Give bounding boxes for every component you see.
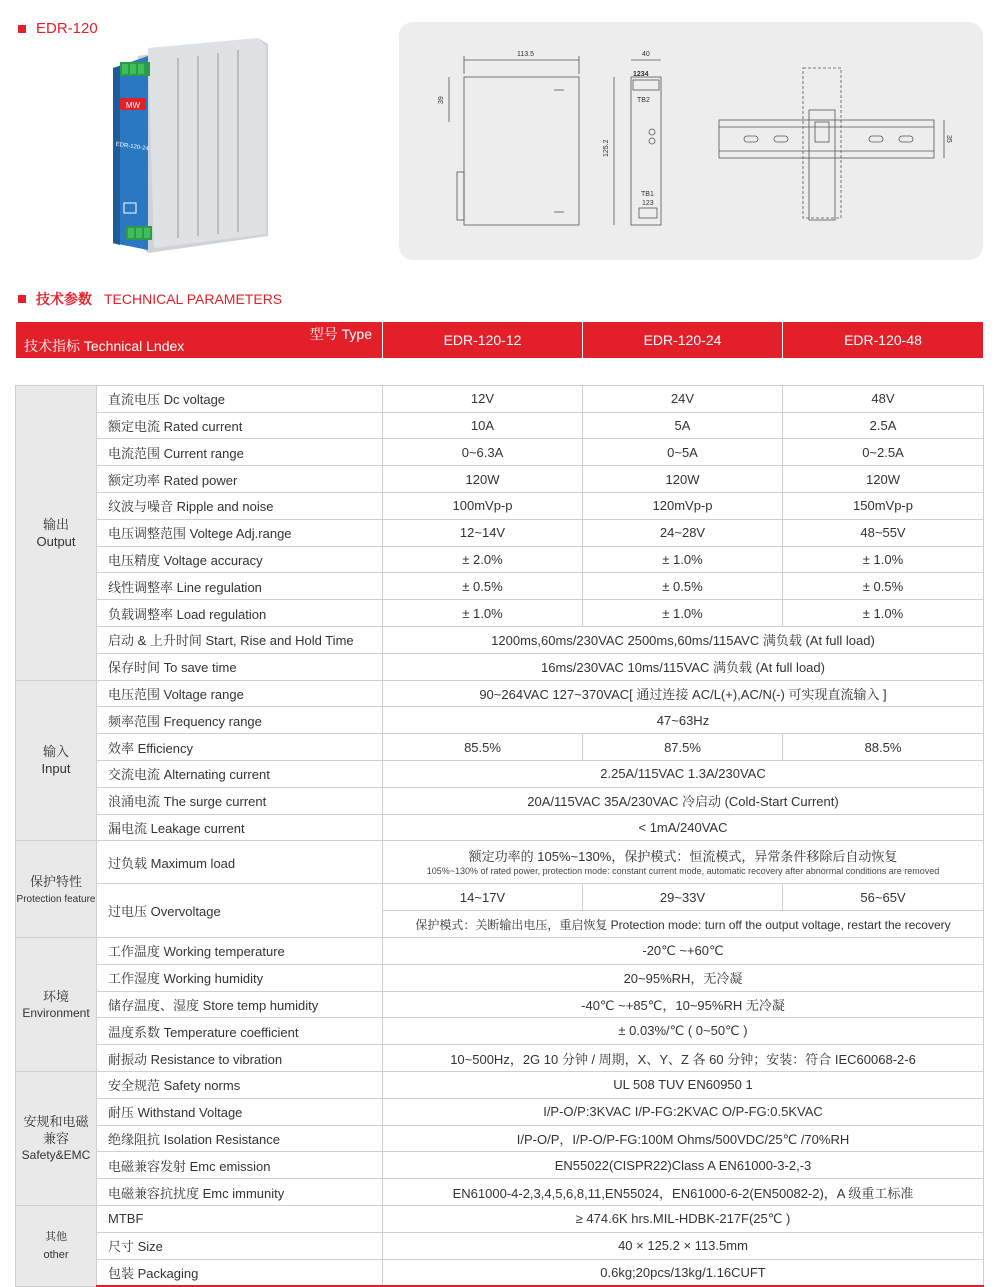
- value-cell: 20A/115VAC 35A/230VAC 冷启动 (Cold-Start Current): [383, 787, 984, 814]
- dim-height: 125.2: [603, 139, 610, 157]
- param-label: 额定电流 Rated current: [97, 412, 383, 439]
- value-cell: 47~63Hz: [383, 707, 984, 734]
- param-label: 尺寸 Size: [97, 1232, 383, 1259]
- param-label: 纹波与噪音 Ripple and noise: [97, 492, 383, 519]
- value-cell: 87.5%: [583, 734, 783, 761]
- max-load-cn: 额定功率的 105%~130%，保护模式：恒流模式，异常条件移除后自动恢复: [468, 848, 898, 864]
- table-row: [16, 412, 984, 439]
- value-cell: 120mVp-p: [583, 492, 783, 519]
- tb1-label: TB1: [641, 191, 654, 198]
- value-cell: 150mVp-p: [783, 492, 984, 519]
- header-corner: [16, 322, 383, 359]
- value-cell: 2.25A/115VAC 1.3A/230VAC: [383, 760, 984, 787]
- param-label: 工作温度 Working temperature: [97, 937, 383, 964]
- value-cell: 48~55V: [783, 519, 984, 546]
- table-row: [16, 760, 984, 787]
- table-row: [16, 1125, 984, 1152]
- param-label: 漏电流 Leakage current: [97, 814, 383, 841]
- table-row: [16, 1259, 984, 1286]
- value-cell: 24V: [583, 385, 783, 412]
- model-title: EDR-120: [36, 20, 98, 37]
- value-cell: < 1mA/240VAC: [383, 814, 984, 841]
- value-cell: 24~28V: [583, 519, 783, 546]
- table-row: [16, 439, 984, 466]
- param-label: 过负载 Maximum load: [97, 841, 383, 884]
- value-cell: 2.5A: [783, 412, 984, 439]
- param-label: 电压精度 Voltage accuracy: [97, 546, 383, 573]
- value-cell: 120W: [783, 466, 984, 493]
- value-cell: [383, 841, 984, 884]
- param-label: 包装 Packaging: [97, 1259, 383, 1286]
- value-cell: 85.5%: [383, 734, 583, 761]
- value-cell: 0~6.3A: [383, 439, 583, 466]
- product-photo: [108, 38, 278, 253]
- table-row: [16, 1232, 984, 1259]
- tb1-pins: 123: [642, 200, 654, 207]
- value-cell: 10A: [383, 412, 583, 439]
- param-label: 频率范围 Frequency range: [97, 707, 383, 734]
- table-row: [16, 884, 984, 911]
- table-header-row: [16, 322, 984, 359]
- value-cell: 29~33V: [583, 884, 783, 911]
- table-row: [16, 1098, 984, 1125]
- table-row: [16, 573, 984, 600]
- table-row: [16, 841, 984, 884]
- param-label: 额定功率 Rated power: [97, 466, 383, 493]
- param-label: 线性调整率 Line regulation: [97, 573, 383, 600]
- table-row: [16, 1205, 984, 1232]
- table-row: [16, 385, 984, 412]
- table-row: [16, 1071, 984, 1098]
- table-row: [16, 1045, 984, 1072]
- table-row: [16, 600, 984, 627]
- group-input: 输入 Input: [16, 680, 97, 841]
- table-row: [16, 466, 984, 493]
- header-model-24: EDR-120-24: [583, 322, 783, 359]
- product-label: EDR-120-24: [115, 141, 150, 153]
- param-label: 直流电压 Dc voltage: [97, 385, 383, 412]
- value-cell: ≥ 474.6K hrs.MIL-HDBK-217F(25℃ ): [383, 1205, 984, 1232]
- param-label: 效率 Efficiency: [97, 734, 383, 761]
- table-row: [16, 519, 984, 546]
- value-cell: 120W: [583, 466, 783, 493]
- heading-square-icon: [18, 25, 26, 33]
- value-cell: I/P-O/P:3KVAC I/P-FG:2KVAC O/P-FG:0.5KVAC: [383, 1098, 984, 1125]
- table-row: [16, 814, 984, 841]
- tb2-label: TB2: [637, 97, 650, 104]
- table-row: [16, 492, 984, 519]
- param-label: 电压调整范围 Voltege Adj.range: [97, 519, 383, 546]
- group-environment: 环境 Environment: [16, 937, 97, 1071]
- table-row: [16, 787, 984, 814]
- value-cell: 48V: [783, 385, 984, 412]
- table-row: [16, 707, 984, 734]
- param-label: 温度系数 Temperature coefficient: [97, 1018, 383, 1045]
- header-model-12: EDR-120-12: [383, 322, 583, 359]
- value-cell: ± 0.03%/℃ ( 0~50℃ ): [383, 1018, 984, 1045]
- header-model-48: EDR-120-48: [783, 322, 984, 359]
- model-heading: [18, 20, 98, 37]
- table-row: [16, 653, 984, 680]
- table-row: [16, 991, 984, 1018]
- param-label: 安全规范 Safety norms: [97, 1071, 383, 1098]
- value-cell: 40 × 125.2 × 113.5mm: [383, 1232, 984, 1259]
- param-label: 工作湿度 Working humidity: [97, 964, 383, 991]
- value-cell: 1200ms,60ms/230VAC 2500ms,60ms/115AVC 满负载 (At full load): [383, 626, 984, 653]
- max-load-en: 105%~130% of rated power, protection mode: constant current mode, automatic recovery after abnormal conditions are removed: [426, 865, 940, 876]
- table-row: [16, 626, 984, 653]
- value-cell: ± 1.0%: [783, 600, 984, 627]
- header-type-label: 型号 Type: [309, 326, 372, 342]
- value-cell: 5A: [583, 412, 783, 439]
- group-other: 其他 other: [16, 1205, 97, 1286]
- value-cell: 0~5A: [583, 439, 783, 466]
- group-safety: 安规和电磁 兼容 Safety&EMC: [16, 1071, 97, 1205]
- param-label: MTBF: [97, 1205, 383, 1232]
- param-label: 交流电流 Alternating current: [97, 760, 383, 787]
- spec-table: [15, 321, 984, 1287]
- dim-rail: 35: [945, 135, 952, 143]
- table-row: [16, 937, 984, 964]
- value-cell: I/P-O/P，I/P-O/P-FG:100M Ohms/500VDC/25℃ /70%RH: [383, 1125, 984, 1152]
- dimension-drawing-panel: [399, 22, 983, 260]
- param-label: 浪涌电流 The surge current: [97, 787, 383, 814]
- param-label: 耐压 Withstand Voltage: [97, 1098, 383, 1125]
- value-cell: UL 508 TUV EN60950 1: [383, 1071, 984, 1098]
- table-row: [16, 1152, 984, 1179]
- param-label: 储存温度、湿度 Store temp humidity: [97, 991, 383, 1018]
- section-title-en: TECHNICAL PARAMETERS: [104, 291, 283, 307]
- value-cell: 0.6kg;20pcs/13kg/1.16CUFT: [383, 1259, 984, 1286]
- value-cell: ± 2.0%: [383, 546, 583, 573]
- value-cell: 120W: [383, 466, 583, 493]
- tb2-pins: 1234: [633, 71, 649, 78]
- value-cell: ± 1.0%: [583, 600, 783, 627]
- value-cell: 20~95%RH，无冷凝: [383, 964, 984, 991]
- param-label: 耐振动 Resistance to vibration: [97, 1045, 383, 1072]
- param-label: 电磁兼容抗扰度 Emc immunity: [97, 1179, 383, 1206]
- value-cell: ± 0.5%: [383, 573, 583, 600]
- param-label: 电压范围 Voltage range: [97, 680, 383, 707]
- value-cell: ± 1.0%: [583, 546, 783, 573]
- value-cell: -40℃ ~+85℃，10~95%RH 无冷凝: [383, 991, 984, 1018]
- table-row: [16, 546, 984, 573]
- table-row: [16, 734, 984, 761]
- value-cell: 12~14V: [383, 519, 583, 546]
- value-cell: 14~17V: [383, 884, 583, 911]
- dim-top: 39: [438, 96, 445, 104]
- param-label: 启动 & 上升时间 Start, Rise and Hold Time: [97, 626, 383, 653]
- heading-square-icon: [18, 295, 26, 303]
- dim-width: 113.5: [517, 51, 534, 58]
- value-cell: 88.5%: [783, 734, 984, 761]
- value-cell: 0~2.5A: [783, 439, 984, 466]
- group-output: 输出 Output: [16, 385, 97, 680]
- value-cell: 16ms/230VAC 10ms/115VAC 满负载 (At full load): [383, 653, 984, 680]
- side-view: [464, 77, 579, 225]
- brand-logo: MW: [125, 101, 141, 110]
- value-cell: 90~264VAC 127~370VAC[ 通过连接 AC/L(+),AC/N(-) 可实现直流输入 ]: [383, 680, 984, 707]
- value-cell: ± 0.5%: [583, 573, 783, 600]
- section-heading: [18, 289, 282, 309]
- param-label: 保存时间 To save time: [97, 653, 383, 680]
- value-cell: EN55022(CISPR22)Class A EN61000-3-2,-3: [383, 1152, 984, 1179]
- value-cell: ± 0.5%: [783, 573, 984, 600]
- din-rail-view: [719, 120, 934, 158]
- section-title-cn: 技术参数: [36, 291, 92, 307]
- value-cell: 保护模式：关断输出电压，重启恢复 Protection mode: turn off the output voltage, restart the recovery: [383, 911, 984, 938]
- value-cell: ± 1.0%: [783, 546, 984, 573]
- value-cell: 12V: [383, 385, 583, 412]
- dim-depth: 40: [642, 51, 650, 58]
- group-protection: 保护特性 Protection feature: [16, 841, 97, 938]
- header-index-label: 技术指标 Technical Lndex: [24, 338, 185, 354]
- table-row: [16, 680, 984, 707]
- value-cell: -20℃ ~+60℃: [383, 937, 984, 964]
- table-row: [16, 1018, 984, 1045]
- table-row: [16, 1179, 984, 1206]
- table-row: [16, 964, 984, 991]
- value-cell: 10~500Hz，2G 10 分钟 / 周期，X、Y、Z 各 60 分钟；安装：符合 IEC60068-2-6: [383, 1045, 984, 1072]
- param-label: 电流范围 Current range: [97, 439, 383, 466]
- param-label: 电磁兼容发射 Emc emission: [97, 1152, 383, 1179]
- param-label: 过电压 Overvoltage: [97, 884, 383, 938]
- param-label: 负载调整率 Load regulation: [97, 600, 383, 627]
- value-cell: 56~65V: [783, 884, 984, 911]
- value-cell: EN61000-4-2,3,4,5,6,8,11,EN55024，EN61000-6-2(EN50082-2)，A 级重工标准: [383, 1179, 984, 1206]
- value-cell: ± 1.0%: [383, 600, 583, 627]
- param-label: 绝缘阻抗 Isolation Resistance: [97, 1125, 383, 1152]
- value-cell: 100mVp-p: [383, 492, 583, 519]
